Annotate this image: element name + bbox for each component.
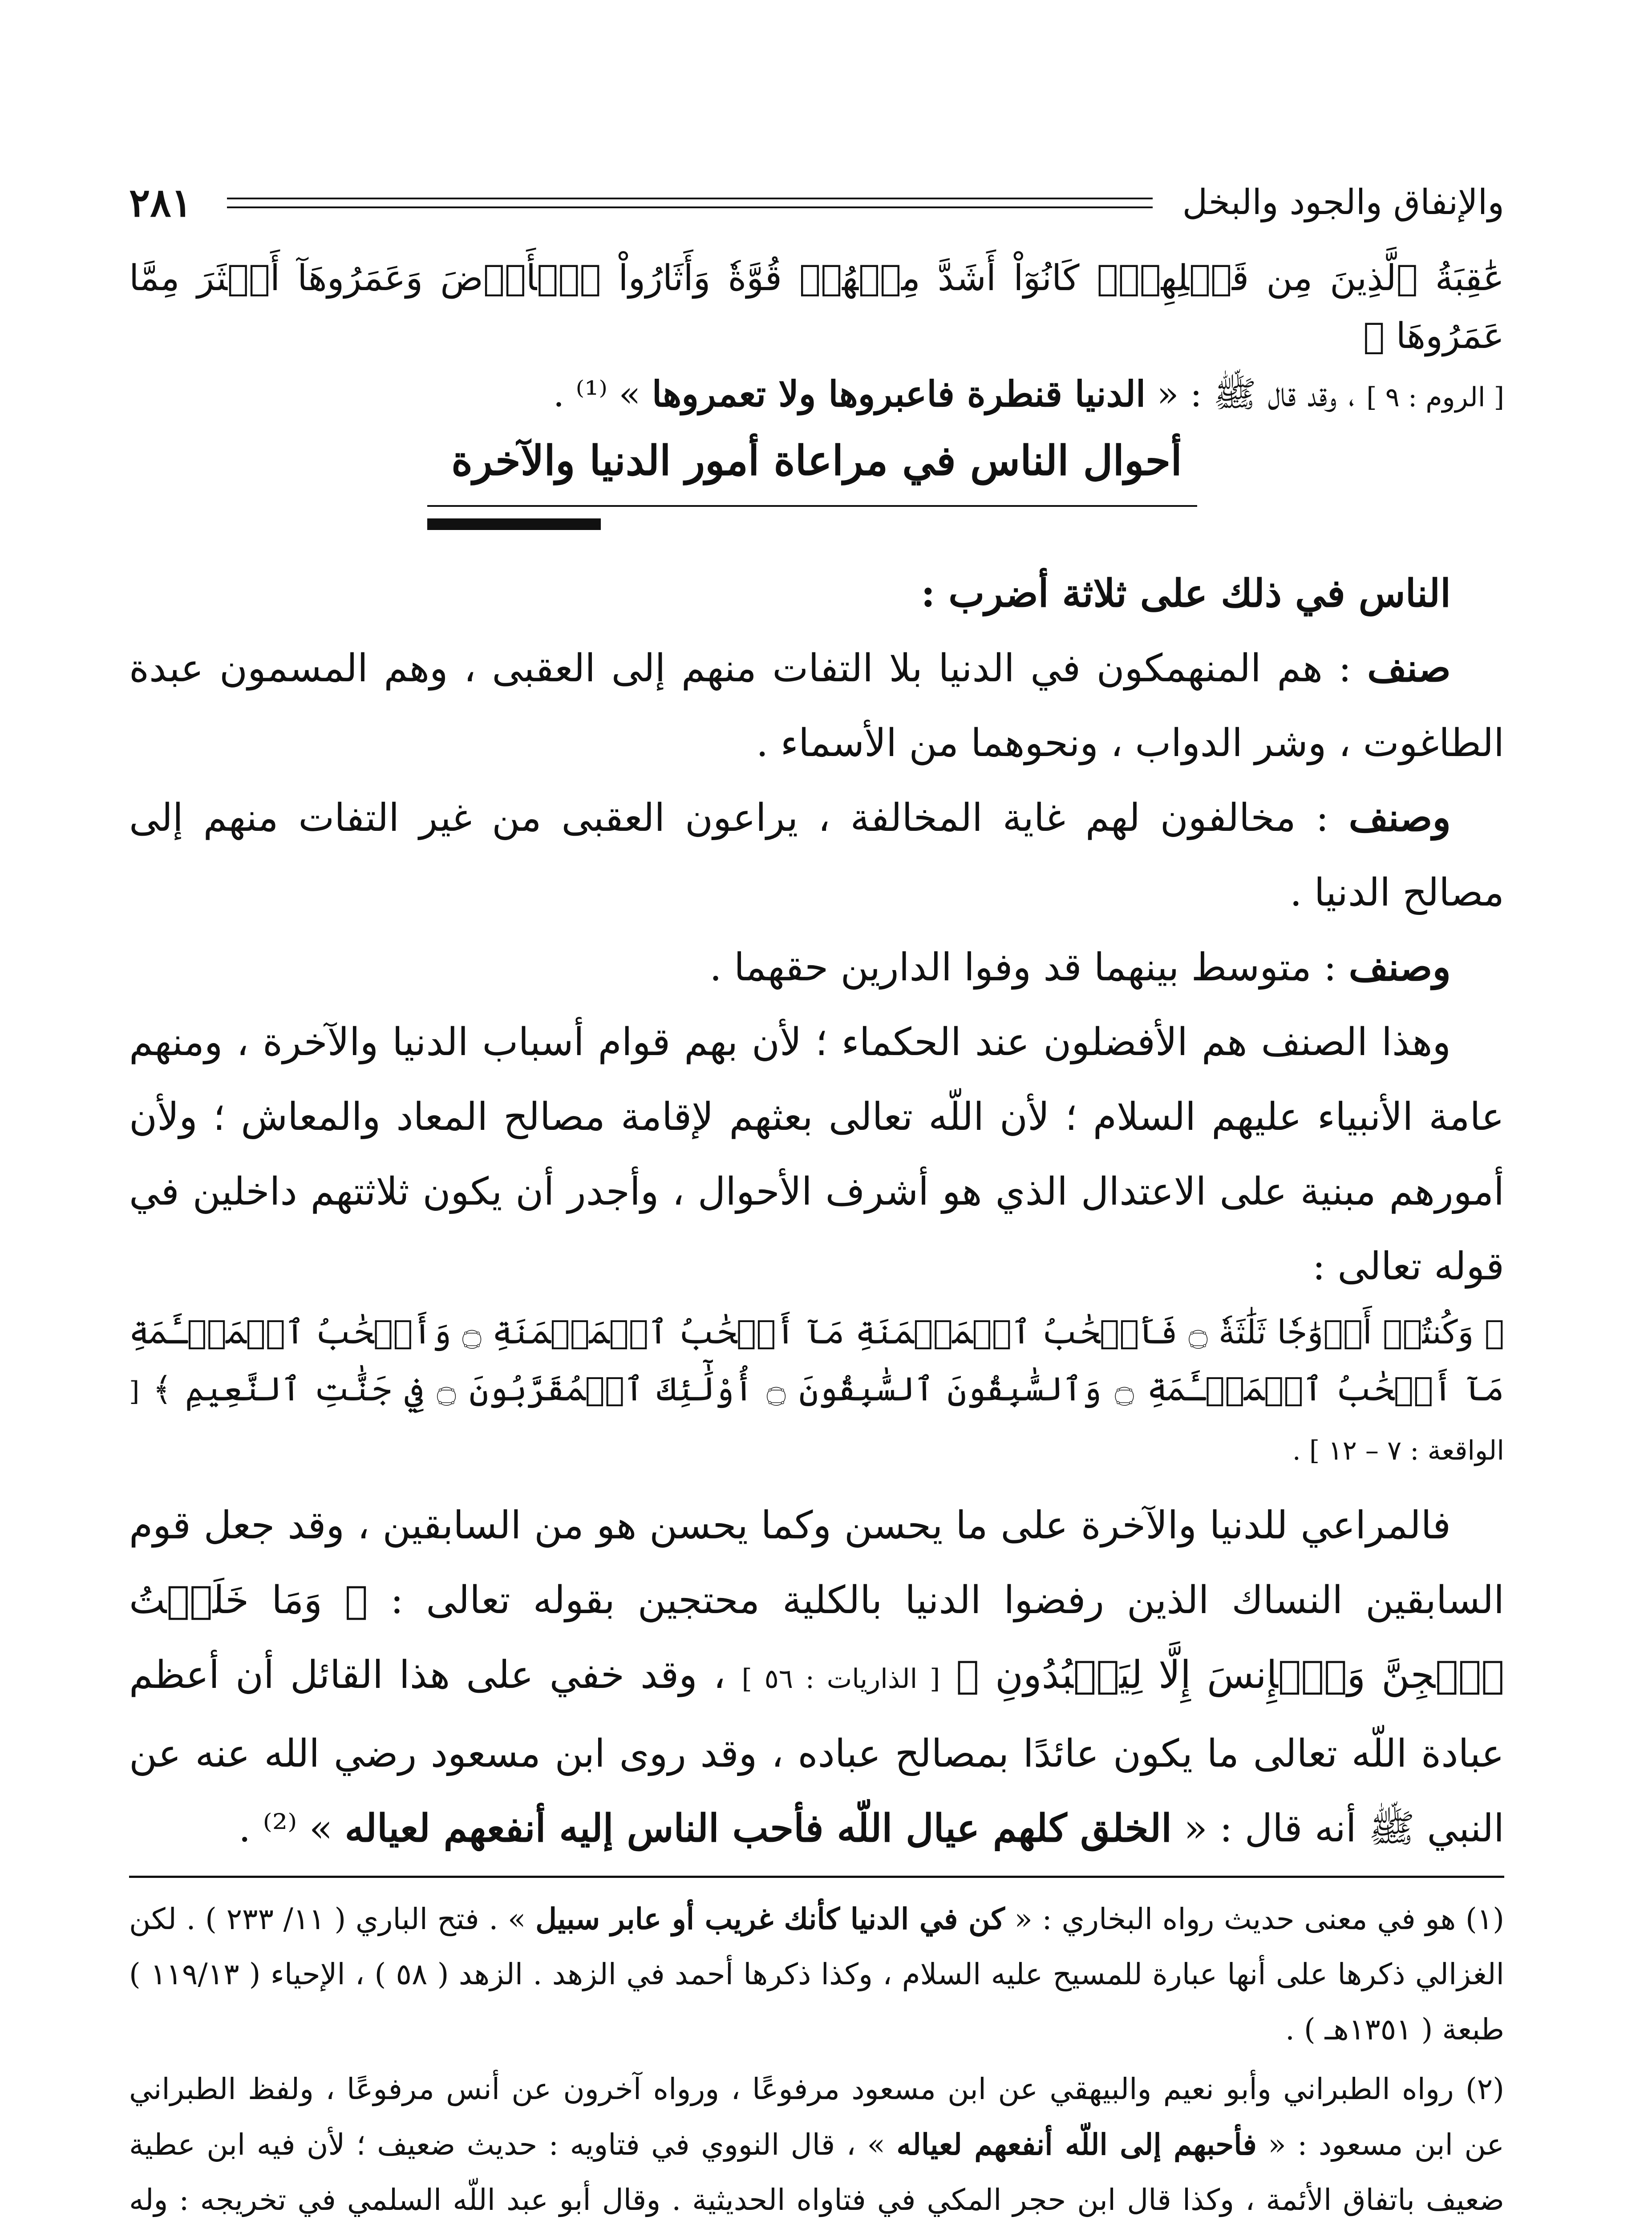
hadith-khalq: الخلق كلهم عيال اللّه فأحب الناس إليه أنفعهم لعياله [344,1806,1172,1851]
category-three [129,930,1504,1005]
category-three-text: : متوسط بينهما قد وفوا الدارين حقهما . [709,945,1337,990]
hadith-intro: ، وقد قال ﷺ : « [1157,373,1355,415]
page-number: ٢٨١ [129,179,192,226]
paragraph-prophets-text: وهذا الصنف هم الأفضلون عند الحكماء ؛ لأن بهم قوام أسباب الدنيا والآخرة ، ومنهم عامة الأنبياء عليهم السلام ؛ لأن اللّه تعالى بعثهم لإقامة مصالح المعاد والمعاش ؛ ولأن أمورهم مبنية على الاعتدال الذي هو أشرف الأحوال ، وأجدر أن يكون ثلاثتهم داخلين في قوله تعالى : [129,1020,1504,1289]
category-one-label: صنف [1367,646,1451,691]
footnote-2-end: » ، قال النووي في فتاويه : حديث ضعيف ؛ لأن فيه ابن عطية ضعيف باتفاق الأئمة ، وكذا قال ابن حجر المكي في فتاواه الحديثية . وقال أبو عبد اللّه السلمي في تخريجه : وله [129,2128,1504,2217]
footnotes [129,1891,1504,2225]
top-continuation [129,249,1504,426]
hadith-line [129,365,1504,426]
category-two-label: وصنف [1348,795,1451,840]
verse-reference: [ الروم : ٩ ] [1366,382,1504,413]
hadith-end: » ⁽¹⁾ . [553,373,641,415]
category-three-label: وصنف [1348,945,1451,990]
dhariyat-reference: [ الذاريات : ٥٦ ] [741,1663,940,1695]
footnote-1 [129,1891,1504,2057]
running-title: والإنفاق والجود والبخل [1182,182,1504,222]
footnote-1-end: » . فتح الباري ( ١١/ ٢٣٣ ) . لكن الغزالي ذكرها على أنها عبارة للمسيح عليه السلام ، وكذا ذكرها أحمد في الزهد . الزهد ( ٥٨ ) ، الإحياء ( ١١٩/١٣ ) طبعة ( ١٣٥١هـ ) . [129,1902,1504,2047]
hadith-text: الدنيا قنطرة فاعبروها ولا تعمروها [652,373,1146,415]
category-two-text: : مخالفون لهم غاية المخالفة ، يراعون العقبى من غير التفات منهم إلى مصالح الدنيا . [129,796,1504,915]
waqia-reference: [ الواقعة : ٧ – ١٢ ] . [129,1376,1504,1466]
footnote-2-hadith: فأحبهم إلى اللّه أنفعهم لعياله [896,2127,1257,2162]
waqia-verses-text: ﴿ وَكُنتُمۡ أَزۡوَٰجٗا ثَلَٰثَةٗ ۝ فَأَصۡحَٰبُ ٱلۡمَيۡمَنَةِ مَآ أَصۡحَٰبُ ٱلۡمَيۡمَنَةِ ۝ وَأَصۡحَٰبُ ٱلۡمَشۡـَٔمَةِ مَآ أَصۡحَٰبُ ٱلۡمَشۡـَٔمَةِ ۝ وَٱلسَّٰبِقُونَ ٱلسَّٰبِقُونَ ۝ أُوْلَٰٓئِكَ ٱلۡمُقَرَّبُونَ ۝ فِي جَنَّٰتِ ٱلنَّعِيمِ ﴾ [129,1313,1505,1408]
heading-underline [427,505,1197,507]
category-one [129,631,1504,781]
intro-text: الناس في ذلك على ثلاثة أضرب : [921,571,1451,616]
paragraph-sabiqun [129,1488,1504,1866]
footnote-1-hadith: كن في الدنيا كأنك غريب أو عابر سبيل [535,1901,1005,1936]
waqia-verses [129,1304,1504,1479]
heading-bar [427,518,601,530]
footnote-2-start: (٢) رواه الطبراني وأبو نعيم والبيهقي عن ابن مسعود مرفوعًا ، ورواه آخرون عن أنس مرفوعًا ، ولفظ الطبراني عن ابن مسعود : « [129,2072,1504,2162]
paragraph-sabiqun-text: فالمراعي للدنيا والآخرة على ما يحسن وكما يحسن هو من السابقين ، وقد جعل قوم السابقين النساك الذين رفضوا الدنيا بالكلية محتجين بقوله تعالى : [129,1503,1504,1622]
category-two [129,781,1504,930]
footnote-1-start: (١) هو في معنى حديث رواه البخاري : « [1014,1902,1504,1936]
header-double-rule [227,198,1153,208]
paragraph-sabiqun-cont: ، وقد خفي على هذا القائل أن أعظم عبادة اللّه تعالى ما يكون عائدًا بمصالح عباده ، وقد روى ابن مسعود رضي الله عنه عن النبي ﷺ أنه قال : « [129,1653,1504,1851]
quran-verse-continuation: عَٰقِبَةُ ٱلَّذِينَ مِن قَبۡلِهِمۡۚ كَانُوٓاْ أَشَدَّ مِنۡهُمۡ قُوَّةٗ وَأَثَارُواْ ٱلۡأَرۡضَ وَعَمَرُوهَآ أَكۡثَرَ مِمَّا عَمَرُوهَا ﴾ [129,257,1504,356]
category-one-text: : هم المنهمكون في الدنيا بلا التفات منهم إلى العقبى ، وهم المسمون عبدة الطاغوت ، وشر الدواب ، ونحوهما من الأسماء . [129,646,1504,765]
footnote-2 [129,2062,1504,2225]
paragraph-prophets [129,1005,1504,1304]
footnote-separator [129,1876,1504,1878]
running-header [129,178,1504,227]
body-text [129,556,1504,1866]
section-heading: أحوال الناس في مراعاة أمور الدنيا والآخرة [451,437,1182,485]
dhariyat-verse: ﴿ وَمَا خَلَقۡتُ ٱلۡجِنَّ وَٱلۡإِنسَ إِلَّا لِيَعۡبُدُونِ ﴾ [129,1578,1504,1697]
intro-paragraph [129,556,1504,631]
hadith-khalq-end: » ⁽²⁾ . [238,1806,333,1851]
